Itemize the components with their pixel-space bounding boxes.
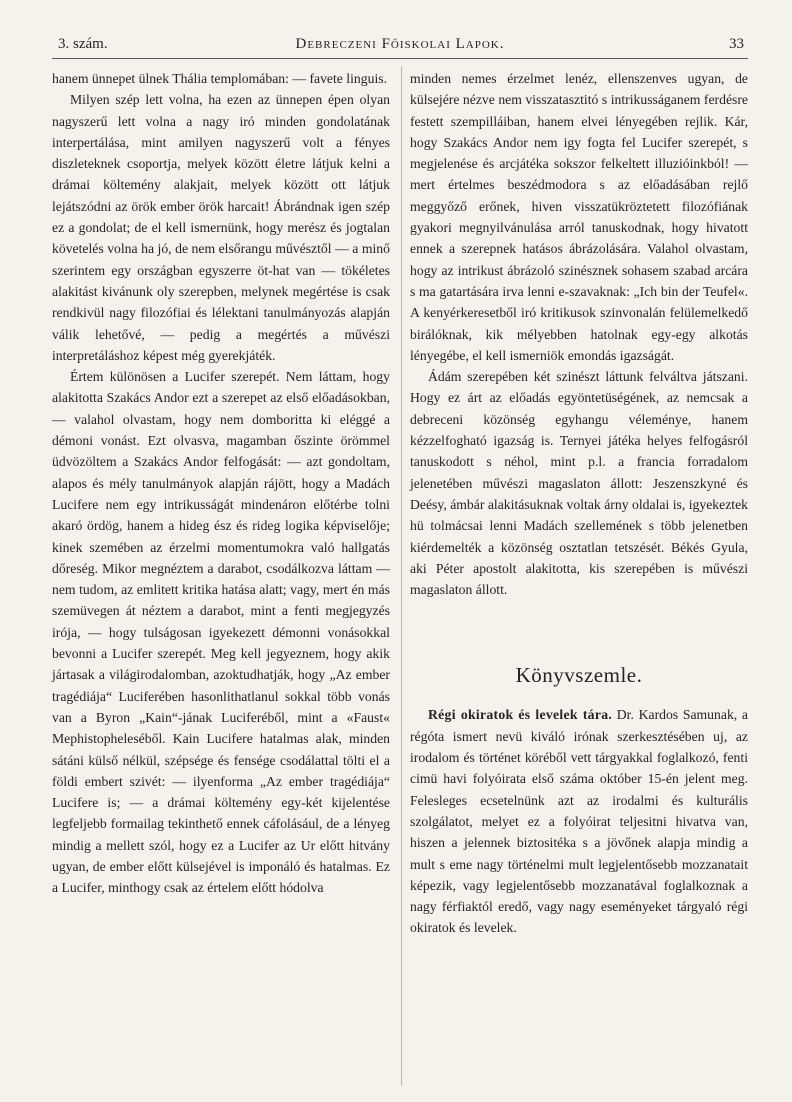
column-divider [401, 66, 402, 1086]
paragraph: Értem különösen a Lucifer szerepét. Nem láttam, hogy alakitotta Szakács Andor ezt a szerepet az első előadásokban, — valahol olvastam, hogy nem domboritta ki eléggé a démoni vonást. Ezt olvasva, magamban őszinte örömmel üdvözöltem a Szakács Andor felfogását: — azt gondoltam, alapos és mély tanulmányok alapján rájött, hogy a Madách Lucifere nem egy intrikusságát mindenáron előtérbe tolni akaró ördög, hanem a hideg ész és rideg logika képviselője; kinek szemében az érzelmi momentumokra való hallgatás dőreség. Mikor megnéztem a darabot, csodálkozva láttam — nem tudom, az emlitett kritika hatása alatt; vagy, mert én más szemüvegen át néztem a darabot, mint a fenti megjegyzés irója, — hogy tulságosan igyekezett démonni vonásokkal bevonni a Lucifer szerepét. Meg kell jegyeznem, hogy akik jártasak a világirodalomban, azoktudhatják, hogy „Az ember tragédiája“ Luciferében hasonlithatlanul sokkal több vonás van a Byron „Kain“-jának Luciferéből, mint a «Faust« Mephistopheleséből. Kain Lucifere hatalmas alak, minden sátáni külső nélkül, szépsége és fensége csodálattal tölti el a földi embert szivét: — ilyenforma „Az ember tragédiája“ Lucifere is; — a drámai költemény egy-két kijelentése legfeljebb formailag tekinthető ennek cáfolásául, de a lényeg mindig a mellett szól, hogy ez a Lucifer az Ur előtt hitvány ugyan, de ember előtt külsejével is imponáló és hatalmas. Ez a Lucifer, minthogy csak az értelem előtt hódolva [52, 369, 390, 896]
paragraph: hanem ünnepet ülnek Tháliа templomában: — favete linguis. [52, 71, 387, 86]
page-header [52, 34, 748, 59]
paragraph: Milyen szép lett volna, ha ezen az ünnepen épen olyan nagyszerű lett volna a nagy iró minden gondolatának interpertálása, mint amilyen nagyszerű volt a fényes diszleteknek csoportja, melyek között életre látjuk kelni a drámai költemény alakjait, melyek között ott látjuk lejátszódni az örök ember örök harcait! Ábrándnak igen szép ez a gondolat; de el kell ismernünk, hogy merész és jogtalan követelés volna ha jó, de nem elsőrangu művésztől — a minő szerintem egy országban egyszerre öt-hat van — tökéletes alakitást kivánunk oly szerepben, melynek megértése is csak rendkivül nagy filozófiai és lélektani tanulmányozás alapján válik lehetővé, — pedig a megértés a művészi interpretáláshoz képest még gyerekjáték. [52, 92, 390, 363]
page-number: 33 [729, 36, 744, 52]
section-title: Könyvszemle. [515, 663, 643, 688]
issue-number: 3. szám. [58, 36, 108, 52]
review-text: Dr. Kardos Samunak, a régóta ismert nevü kiváló irónak szerkesztésében uj, az irodalom és történet köréből vett tárgyakkal foglalkozó, fenti cimü havi folyóirata első száma október 15-én jelent meg. Felesleges ecsetelnünk azt az irodalmi és kulturális szolgálatot, melyet ez a folyóirat teljesitni hivatva van, hiszen a jelennek biztositéka s a jövőnek alapja mindig a mult s eme nagy történelmi mult legjelentősebb mozzanatait képezik, vagy legjelentősebb mozzanatával foglalkoznak a nagy férfiaktól eredő, vagy nagy eseményeket tárgyaló régi okiratok és levelek. [410, 707, 748, 936]
book-title: Régi okiratok és levelek tára. [428, 707, 613, 723]
journal-title: Debreczeni Főiskolai Lapok. [295, 36, 505, 52]
paragraph: Ádám szerepében két szinészt láttunk felváltva játszani. Hogy ez árt az előadás egyöntetüségének, az nemcsak a debreceni közönség egyhangu véleménye, hanem kézzelfogható igazság is. Ternyei játéka helyes felfogásról tanuskodott s néhol, mint p.l. a francia forradalom jelenetében művészi magaslaton állott: Jeszenszkyné és Deésy, ámbár alakitásuknak voltak árny oldalai is, igyekeztek hü tolmácsai lenni Madách szellemének s több jelenetben kiérdemelték a közönség osztatlan tetszését. Békés Gyula, aki Péter apostolt alakitotta, kis szerepében is művészi magaslaton állott. [410, 369, 748, 598]
review-paragraph [410, 704, 748, 938]
left-column [52, 68, 390, 899]
paragraph: minden nemes érzelmet lenéz, ellenszenves ugyan, de külsejére nézve nem visszatasztitó s intrikusságanem ferdésre festett szempilláiban, hanem elvei lényegében rejlik. Kár, hogy Szakács Andor nem igy fogta fel Lucifer szerepét, s megjelenése és arcjátéka sokszor felkeltett illuzióinkból! — mert értelmes beszédmodora s az előadásában rejlő meggyőző erőnek, hiven visszatükröztetett filozófiának gyakori megnyilvánulása arról tanuskodnak, hogy hivatott ennek a szerepnek hatásos ábrázolására. Valahol olvastam, hogy az intrikust ábrázoló szinésznek sohasem szabad arcára s ma gatartására irva lenni e-szavaknak: „Ich bin der Teufel«. A kenyérkeresetből iró kritikusok szinvonalán felülemelkedő birálóknak, kik mélyebben hatolnak egy-egy alkotás lényegébe, el kell ismerniök emondás igazságát. [410, 71, 748, 363]
right-column [410, 68, 748, 939]
